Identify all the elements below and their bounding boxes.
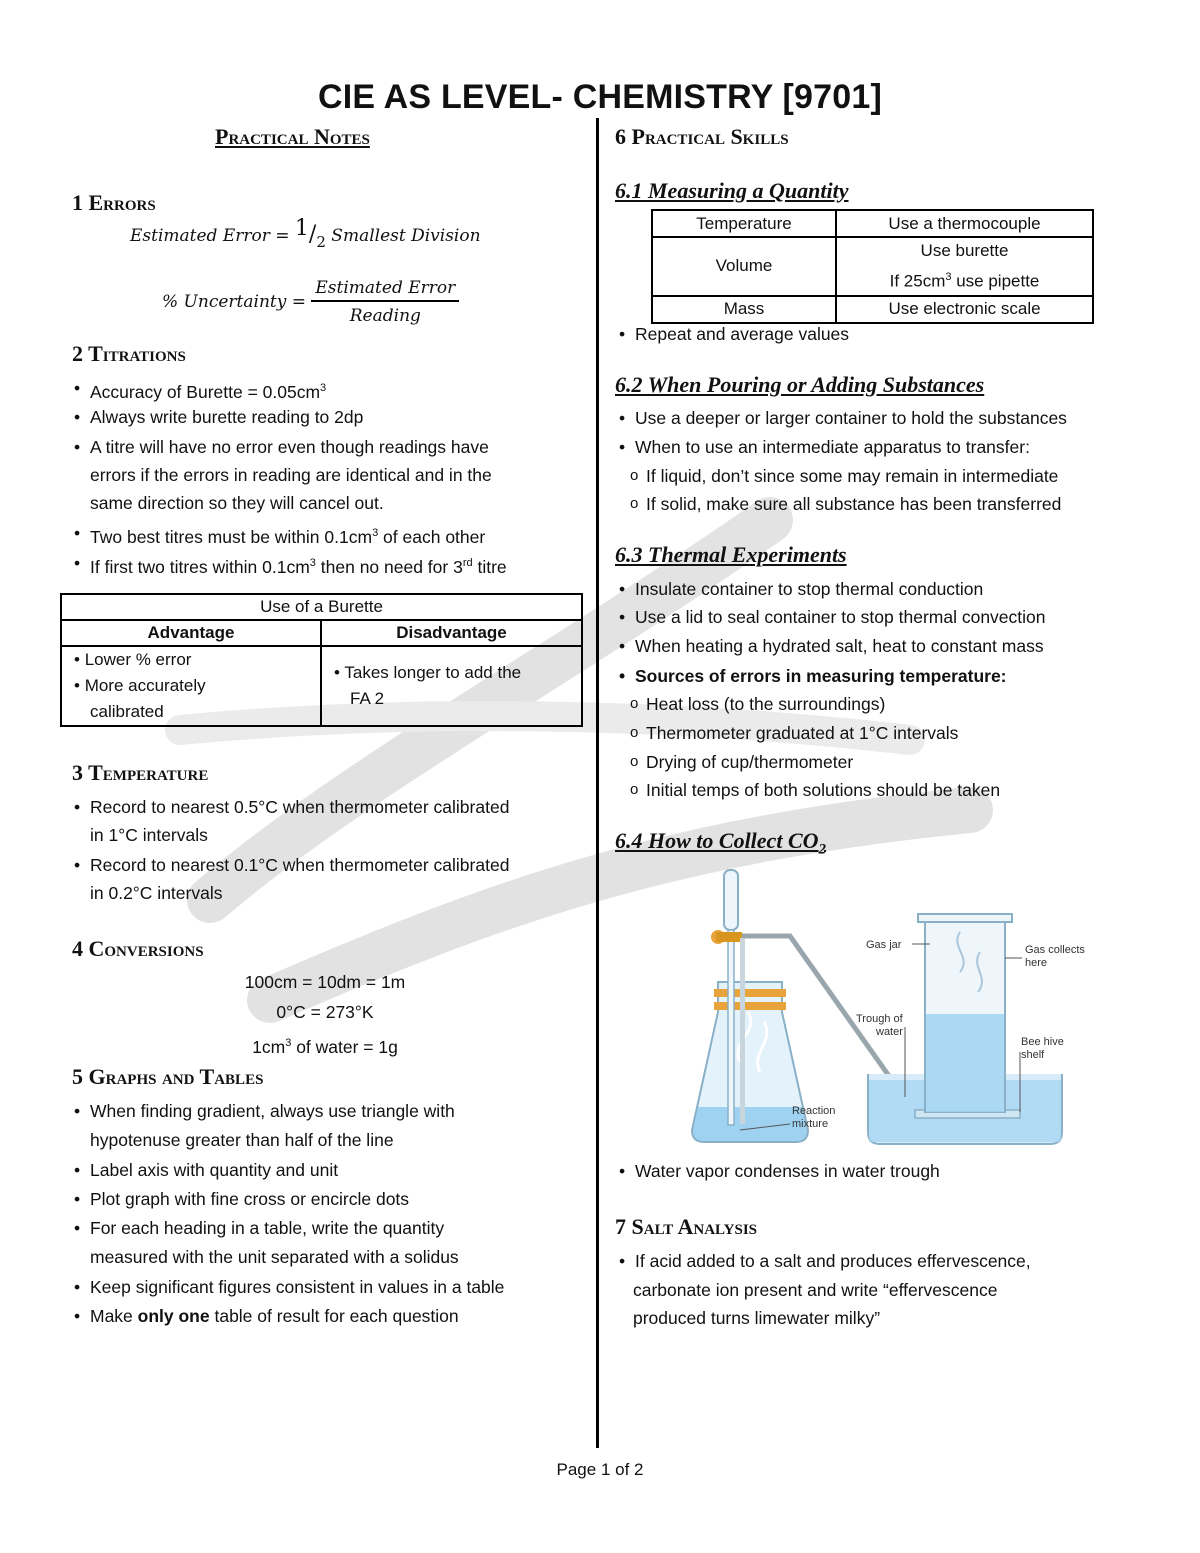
formula1-lhs: Estimated Error =	[130, 226, 290, 246]
graphs-bullet-5: • Keep significant figures consistent in values in a table	[90, 1276, 504, 1298]
formula1-rhs: Smallest Division	[331, 226, 481, 246]
pouring-heading: 6.2 When Pouring or Adding Substances	[615, 372, 985, 397]
thermal-bullet-3: • When heating a hydrated salt, heat to constant mass	[635, 635, 1044, 657]
salt-bullet-1-line3: produced turns limewater milky”	[633, 1308, 881, 1328]
pouring-sub-1: o If liquid, don’t since some may remain in intermediate	[646, 465, 1058, 487]
formula1-den: 2	[316, 233, 326, 251]
thermal-sub-3: o Drying of cup/thermometer	[646, 751, 853, 773]
temperature-bullet-2-line2: in 0.2°C intervals	[90, 883, 223, 903]
conversions-heading: 4 Conversions	[72, 936, 204, 961]
conversion-1: 100cm = 10dm = 1m	[244, 972, 406, 992]
graphs-bullet-1: • When finding gradient, always use triangle with	[90, 1100, 455, 1122]
salt-bullet-1-line2: carbonate ion present and write “effervescence	[633, 1280, 998, 1300]
graphs-bullet-2: • Label axis with quantity and unit	[90, 1159, 338, 1181]
graphs-bullet-1-line2: hypotenuse greater than half of the line	[90, 1130, 394, 1150]
document-title: CIE AS LEVEL- CHEMISTRY [9701]	[318, 78, 882, 116]
measuring-row-mass-key: Mass	[652, 296, 836, 323]
temperature-bullet-1: • Record to nearest 0.5°C when thermometer calibrated	[90, 796, 509, 818]
label-gas-collects-2: here	[1025, 957, 1048, 969]
page-number: Page 1 of 2	[556, 1460, 644, 1479]
burette-table-title: Use of a Burette	[61, 594, 582, 620]
label-gas-jar: Gas jar	[866, 939, 902, 951]
titration-bullet-3: • A titre will have no error even though readings have	[90, 436, 489, 458]
conversion-2: 0°C = 273°K	[276, 1002, 374, 1022]
label-beehive-2: shelf	[1021, 1049, 1045, 1061]
label-reaction-1: Reaction	[792, 1105, 836, 1117]
burette-table	[60, 593, 583, 727]
label-gas-collects-1: Gas collects	[1025, 944, 1085, 956]
graphs-bullet-4: • For each heading in a table, write the quantity	[90, 1217, 444, 1239]
pouring-bullet-1: • Use a deeper or larger container to hold the substances	[635, 407, 1067, 429]
thermal-bullet-1: • Insulate container to stop thermal conduction	[635, 578, 983, 600]
co2-collection-diagram	[680, 862, 1085, 1152]
graphs-bullet-4-line2: measured with the unit separated with a solidus	[90, 1247, 459, 1267]
thermal-sub-4: o Initial temps of both solutions should be taken	[646, 779, 1000, 801]
label-beehive-1: Bee hive	[1021, 1036, 1064, 1048]
measuring-row-temperature-key: Temperature	[652, 210, 836, 237]
errors-heading: 1 Errors	[72, 190, 156, 215]
graphs-heading: 5 Graphs and Tables	[72, 1064, 264, 1089]
estimated-error-formula: Estimated Error = 1/2 Smallest Division	[130, 216, 481, 251]
salt-analysis-heading: 7 Salt Analysis	[615, 1214, 758, 1239]
practical-notes-heading: Practical Notes	[215, 124, 370, 149]
co2-heading: 6.4 How to Collect $CO_2$	[615, 828, 826, 858]
temperature-bullet-2: • Record to nearest 0.1°C when thermometer calibrated	[90, 854, 509, 876]
pouring-sub-2: o If solid, make sure all substance has been transferred	[646, 493, 1061, 515]
conversion-3: $1cm^3$ of water = 1g	[252, 1036, 398, 1057]
co2-bullet-1: • Water vapor condenses in water trough	[635, 1160, 940, 1182]
uncertainty-formula	[162, 278, 459, 326]
thermal-heading: 6.3 Thermal Experiments	[615, 542, 847, 567]
burette-advantages: • Lower % error • More accurately calibrated	[61, 646, 321, 726]
temperature-bullet-1-line2: in 1°C intervals	[90, 825, 208, 845]
titrations-heading: 2 Titrations	[72, 341, 186, 366]
burette-disadvantages: • Takes longer to add the FA 2	[321, 646, 582, 726]
titration-bullet-2: • Always write burette reading to 2dp	[90, 406, 363, 428]
temperature-heading: 3 Temperature	[72, 760, 209, 785]
formula1-num: 1	[294, 216, 309, 241]
titration-bullet-5: • If first two titres within $0.1cm^3$ then no need for 3rd titre	[90, 552, 507, 578]
titration-bullet-1: • Accuracy of Burette = $0.05cm^3$	[90, 377, 326, 403]
measuring-row-volume-value: Use burette If $25cm^3$ use pipette	[836, 237, 1093, 296]
thermal-bullet-2: • Use a lid to seal container to stop thermal convection	[635, 606, 1046, 628]
thermal-sub-2: o Thermometer graduated at 1°C intervals	[646, 722, 958, 744]
thermal-sub-1: o Heat loss (to the surroundings)	[646, 693, 885, 715]
formula2-lhs: % Uncertainty =	[162, 292, 306, 312]
graphs-bullet-3: • Plot graph with fine cross or encircle dots	[90, 1188, 409, 1210]
label-trough-2: water	[876, 1026, 903, 1038]
measuring-row-temperature-value: Use a thermocouple	[836, 210, 1093, 237]
titration-bullet-3-line2: errors if the errors in reading are identical and in the	[90, 465, 492, 485]
measuring-heading: 6.1 Measuring a Quantity	[615, 178, 849, 203]
salt-bullet-1: • If acid added to a salt and produces effervescence,	[635, 1250, 1031, 1272]
measuring-table	[651, 209, 1094, 324]
formula2-den: Reading	[349, 306, 421, 326]
thermal-bullet-4: • Sources of errors in measuring temperature:	[635, 665, 1007, 687]
burette-col-advantage: Advantage	[61, 620, 321, 646]
measuring-row-mass-value: Use electronic scale	[836, 296, 1093, 323]
titration-bullet-3-line3: same direction so they will cancel out.	[90, 493, 384, 513]
titration-bullet-4: • Two best titres must be within $0.1cm^3$ of each other	[90, 522, 485, 548]
measuring-row-volume-key: Volume	[652, 237, 836, 296]
pouring-bullet-2: • When to use an intermediate apparatus to transfer:	[635, 436, 1030, 458]
measuring-bullet-1: • Repeat and average values	[635, 323, 849, 345]
column-divider	[596, 118, 599, 1448]
practical-skills-heading: 6 Practical Skills	[615, 124, 789, 149]
label-reaction-2: mixture	[792, 1118, 829, 1130]
graphs-bullet-6: • Make only one table of result for each question	[90, 1305, 459, 1327]
burette-col-disadvantage: Disadvantage	[321, 620, 582, 646]
formula2-num: Estimated Error	[311, 278, 459, 302]
label-trough-1: Trough of	[856, 1013, 903, 1025]
